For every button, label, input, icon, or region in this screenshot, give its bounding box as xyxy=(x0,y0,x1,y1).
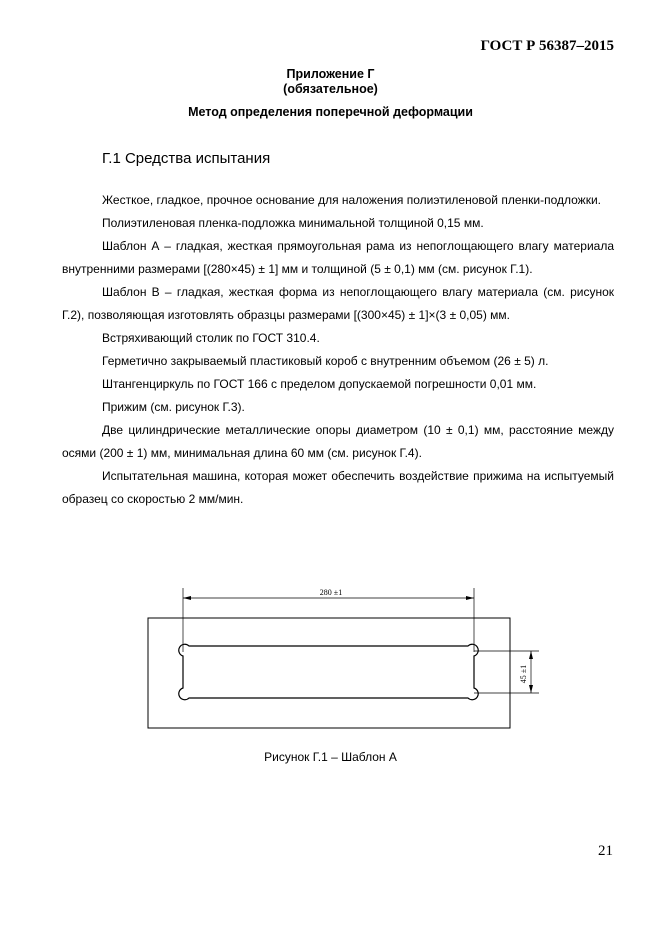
template-inner-slot xyxy=(179,644,478,699)
width-arrow-bottom xyxy=(529,685,533,693)
paragraph: Встряхивающий столик по ГОСТ 310.4. xyxy=(102,331,320,345)
paragraph: Две цилиндрические металлические опоры диаметром (10 ± 0,1) мм, расстояние между осями (200 ± 1) мм, минимальная длина 60 мм (см. рисунок Г.4). xyxy=(62,423,614,460)
appendix-title: Приложение Г xyxy=(286,67,375,81)
width-arrow-top xyxy=(529,651,533,659)
document-code: ГОСТ Р 56387–2015 xyxy=(480,38,614,54)
length-arrow-right xyxy=(466,596,474,600)
appendix-status: (обязательное) xyxy=(283,82,378,96)
paragraph: Шаблон А – гладкая, жесткая прямоугольная рама из непоглощающего влагу материала внутренними размерами [(280×45) ± 1] мм и толщиной (5 ± 0,1) мм (см. рисунок Г.1). xyxy=(62,239,614,276)
template-outer-frame xyxy=(148,618,510,728)
body-text xyxy=(62,189,614,511)
section-heading: Г.1 Средства испытания xyxy=(102,150,271,167)
method-title: Метод определения поперечной деформации xyxy=(188,105,473,119)
paragraph: Штангенциркуль по ГОСТ 166 с пределом допускаемой погрешности 0,01 мм. xyxy=(102,377,537,391)
page-number: 21 xyxy=(598,843,613,859)
length-arrow-left xyxy=(183,596,191,600)
paragraph: Прижим (см. рисунок Г.3). xyxy=(102,400,245,414)
figure-caption: Рисунок Г.1 – Шаблон А xyxy=(264,750,397,764)
paragraph: Полиэтиленовая пленка-подложка минимальной толщиной 0,15 мм. xyxy=(102,216,484,230)
template-a-figure xyxy=(141,582,541,747)
template-a-drawing xyxy=(141,582,541,742)
paragraph: Герметично закрываемый пластиковый короб с внутренним объемом (26 ± 5) л. xyxy=(102,354,549,368)
width-dimension-label: 45 ±1 xyxy=(519,664,528,684)
paragraph: Жесткое, гладкое, прочное основание для наложения полиэтиленовой пленки-подложки. xyxy=(102,193,601,207)
length-dimension-label: 280 ±1 xyxy=(319,588,343,597)
appendix-title-block xyxy=(0,67,661,97)
paragraph: Шаблон B – гладкая, жесткая форма из непоглощающего влагу материала (см. рисунок Г.2), позволяющая изготовлять образцы размерами [(300×45) ± 1]×(3 ± 0,05) мм. xyxy=(62,285,614,322)
paragraph: Испытательная машина, которая может обеспечить воздействие прижима на испытуемый образец со скоростью 2 мм/мин. xyxy=(62,469,614,506)
